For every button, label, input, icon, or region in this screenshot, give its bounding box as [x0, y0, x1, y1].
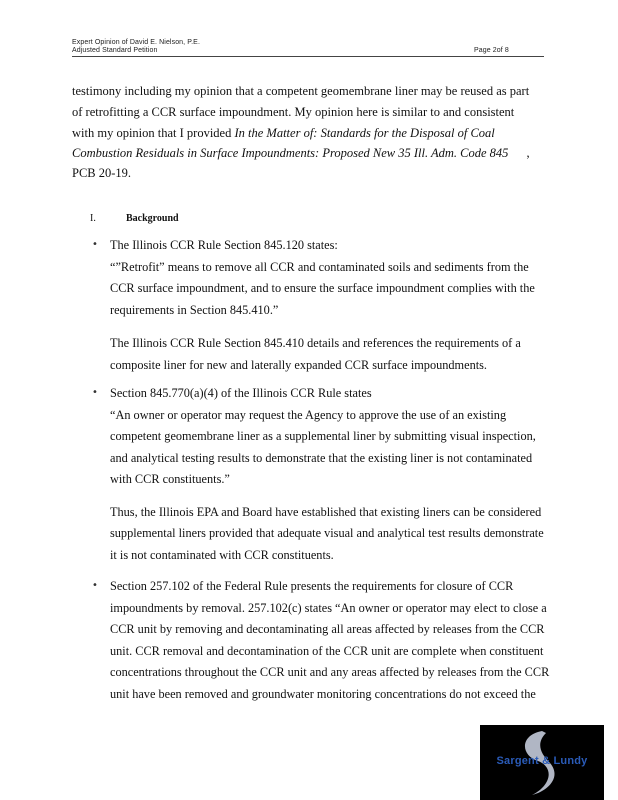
item-line: concentrations throughout the CCR unit and any areas affected by releases from the CCR	[110, 665, 550, 679]
intro-case-title-cont: Combustion Residuals in Surface Impoundments: Proposed New 35 Ill. Adm. Code 845	[72, 146, 509, 160]
item-line: Section 845.770(a)(4) of the Illinois CCR Rule states	[110, 386, 372, 400]
bullet-marker: •	[92, 580, 98, 591]
section-number: I.	[90, 213, 96, 224]
intro-comma: ,	[526, 146, 530, 160]
item-line: it is not contaminated with CCR constituents.	[110, 547, 334, 562]
intro-line-3	[72, 126, 495, 141]
list-item	[110, 576, 592, 705]
item-line: competent geomembrane liner as a supplemental liner by submitting visual inspection,	[110, 429, 536, 443]
item-line: with CCR constituents.”	[110, 472, 230, 486]
header-page-number: Page 2of 8	[474, 47, 509, 54]
company-logo	[480, 725, 604, 800]
item-line: Thus, the Illinois EPA and Board have established that existing liners can be considered	[110, 504, 542, 519]
bullet-marker: •	[92, 387, 98, 398]
item-line: supplemental liners provided that adequate visual and analytical test results demonstrate	[110, 526, 544, 540]
section-title: Background	[126, 213, 179, 224]
item-line: The Illinois CCR Rule Section 845.410 details and references the requirements of a	[110, 336, 521, 350]
item-line: “”Retrofit” means to remove all CCR and contaminated soils and sediments from the	[110, 259, 529, 274]
item-line: unit. CCR removal and decontamination of the CCR unit are complete when constituent	[110, 643, 544, 658]
header-author: Expert Opinion of David E. Nielson, P.E.	[72, 39, 200, 46]
item-line: Section 257.102 of the Federal Rule presents the requirements for closure of CCR	[110, 579, 514, 593]
list-item	[110, 235, 592, 376]
intro-line-4	[72, 146, 530, 161]
item-line: composite liner for new and laterally expanded CCR surface impoundments.	[110, 357, 488, 372]
item-line: The Illinois CCR Rule Section 845.120 states:	[110, 238, 338, 252]
intro-case-title: In the Matter of: Standards for the Disposal of Coal	[234, 126, 495, 140]
item-line: CCR unit by removing and decontaminating all areas affected by releases from the CCR	[110, 622, 545, 636]
item-line: and analytical testing results to demonstrate that the existing liner is not contaminated	[110, 450, 533, 465]
header-document-type: Adjusted Standard Petition	[72, 47, 158, 54]
list-item	[110, 383, 592, 566]
item-line: “An owner or operator may request the Agency to approve the use of an existing	[110, 407, 507, 422]
logo-wordmark: Sargent & Lundy	[496, 755, 588, 767]
item-line: impoundments by removal. 257.102(c) states “An owner or operator may elect to close a	[110, 600, 547, 615]
intro-line-3-text: with my opinion that I provided	[72, 126, 235, 140]
intro-line-2: of retrofitting a CCR surface impoundment. My opinion here is similar to and consistent	[72, 105, 515, 119]
intro-line-1: testimony including my opinion that a competent geomembrane liner may be reused as part	[72, 84, 530, 98]
bullet-marker: •	[92, 239, 98, 250]
item-line: requirements in Section 845.410.”	[110, 302, 279, 317]
header-rule	[72, 56, 544, 57]
intro-line-5: PCB 20-19.	[72, 166, 132, 180]
item-line: unit have been removed and groundwater monitoring concentrations do not exceed the	[110, 686, 536, 701]
item-line: CCR surface impoundment, and to ensure the surface impoundment complies with the	[110, 281, 535, 295]
